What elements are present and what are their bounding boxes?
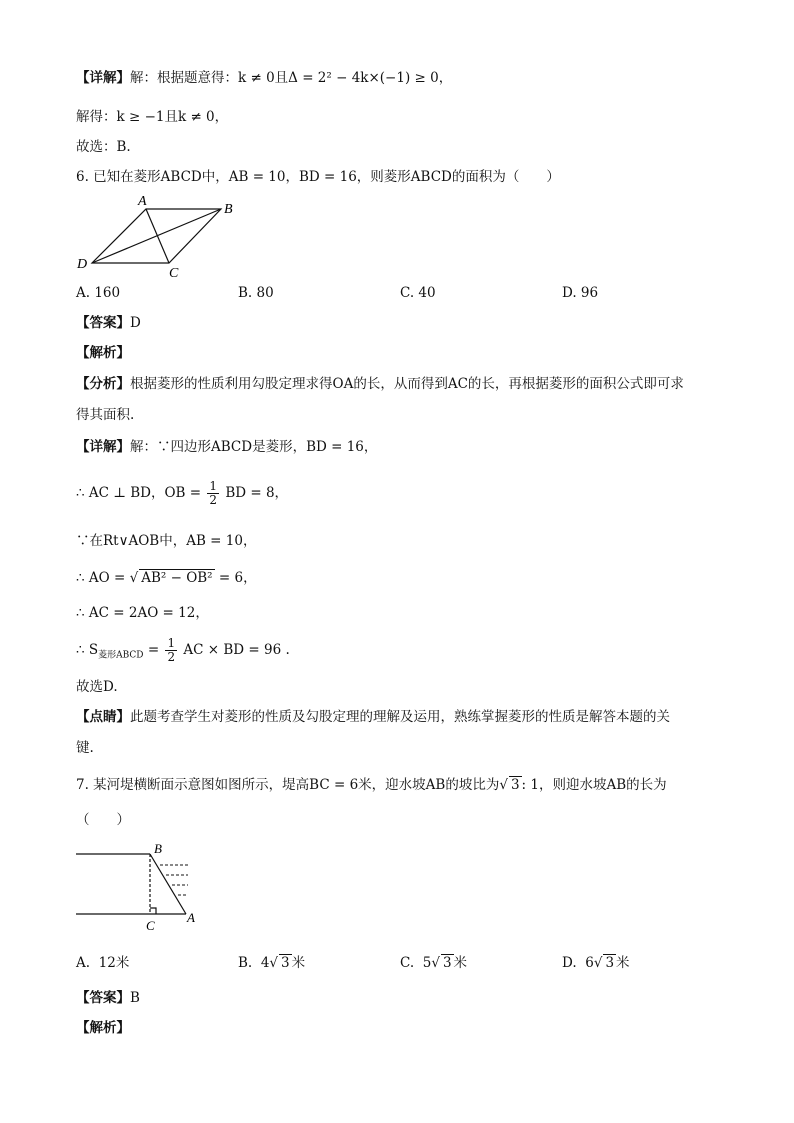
embankment-slope-ab	[150, 854, 186, 914]
q6-detail-text: 解：∵四边形ABCD是菱形，BD = 16，	[130, 439, 378, 455]
q6-step5	[76, 637, 290, 666]
q6-choice: 故选D.	[76, 679, 118, 695]
q7-option-c-unit: 米	[453, 955, 468, 971]
q6-step5-eq: =	[147, 642, 160, 658]
q6-step3-b: = 6，	[218, 570, 257, 586]
q6-option-d: D. 96	[562, 285, 599, 301]
q6-analysis-text: 根据菱形的性质利用勾股定理求得OA的长，从而得到AC的长，再根据菱形的面积公式即可求	[130, 376, 684, 392]
q7-option-d-unit: 米	[616, 955, 630, 971]
prev-detail-tag: 【详解】	[76, 70, 130, 86]
q7-option-b	[238, 953, 305, 973]
label-b: B	[224, 202, 233, 217]
q7-stem	[76, 775, 667, 795]
q7-option-d	[562, 953, 630, 973]
q6-step1-fraction	[207, 480, 219, 507]
q6-answer-tag: 【答案】	[76, 315, 130, 331]
q7-answer	[76, 988, 140, 1008]
q7-option-d-sqrt-sign: √	[593, 955, 603, 971]
q7-option-a-value: 12米	[98, 955, 130, 971]
q7-option-c-prefix: C.	[400, 955, 415, 971]
q7-embankment-figure	[74, 838, 214, 938]
q6-comment-tag: 【点睛】	[76, 709, 130, 725]
q7-option-b-radicand: 3	[281, 955, 290, 971]
q7-option-a-prefix: A.	[76, 955, 91, 971]
q7-option-c-sqrt-sign: √	[431, 955, 440, 971]
q6-step2: ∵在Rt∨AOB中，AB = 10，	[76, 533, 257, 549]
q6-step5-sub: 菱形ABCD	[98, 650, 144, 661]
q6-analysis-line2: 得其面积.	[76, 407, 135, 423]
q6-step5-a: ∴ S	[76, 642, 99, 658]
q6-step5-num: 1	[167, 636, 176, 650]
label-a: A	[187, 910, 195, 925]
q7-option-b-prefix: B.	[238, 955, 253, 971]
q6-step1-den: 2	[209, 493, 218, 507]
q6-option-a: A. 160	[76, 285, 121, 301]
q7-stem-a: 7. 某河堤横断面示意图如图所示，堤高BC = 6米，迎水坡AB的坡比为	[76, 777, 500, 793]
q7-option-d-coef: 6	[585, 955, 594, 971]
q6-step3	[76, 568, 257, 588]
q7-option-b-coef: 4	[260, 955, 270, 971]
q6-step3-sqrt-sign: √	[129, 570, 139, 586]
label-a: A	[138, 194, 147, 209]
q6-comment-line1	[76, 707, 670, 727]
q7-stem-radicand: 3	[510, 777, 520, 793]
prev-detail-text: 解：根据题意得：k ≠ 0且Δ = 2² − 4k×(−1) ≥ 0，	[130, 70, 453, 86]
q7-analysis-tag: 【解析】	[76, 1020, 130, 1036]
q7-option-d-radicand: 3	[605, 955, 615, 971]
q6-step1-num: 1	[209, 479, 218, 493]
q6-step3-radicand: AB² − OB²	[141, 570, 213, 586]
q7-option-d-prefix: D.	[562, 955, 577, 971]
q6-step5-b: AC × BD = 96 .	[183, 642, 290, 658]
label-c: C	[146, 918, 155, 933]
label-b: B	[154, 841, 162, 856]
q7-sqrt-sign: √	[499, 777, 508, 793]
q6-option-c: C. 40	[400, 285, 436, 301]
q7-option-b-sqrt-sign: √	[269, 955, 279, 971]
label-c: C	[169, 266, 179, 280]
q6-answer	[76, 313, 141, 333]
q6-rhombus-figure	[74, 190, 274, 280]
q6-detail-line1	[76, 437, 377, 457]
q7-answer-value: B	[130, 990, 140, 1006]
water-lines	[160, 865, 188, 895]
right-angle-mark	[150, 908, 156, 914]
q7-option-c-radicand: 3	[442, 955, 452, 971]
q7-stem-b: : 1，则迎水坡AB的长为	[521, 777, 667, 793]
prev-solve-line: 解得：k ≥ −1且k ≠ 0，	[76, 109, 229, 125]
diagonal-bd	[92, 209, 221, 263]
q6-analysis-head: 【分析】	[76, 376, 130, 392]
q6-detail-tag: 【详解】	[76, 439, 130, 455]
q6-stem: 6. 已知在菱形ABCD中，AB = 10，BD = 16，则菱形ABCD的面积为（ ）	[76, 169, 560, 185]
q6-step1	[76, 480, 288, 507]
q6-comment-text: 此题考查学生对菱形的性质及勾股定理的理解及运用，熟练掌握菱形的性质是解答本题的关	[130, 709, 670, 725]
q7-option-a	[76, 953, 129, 973]
label-d: D	[77, 257, 88, 272]
q7-option-b-unit: 米	[291, 955, 306, 971]
q7-option-c-coef: 5	[422, 955, 432, 971]
q6-step1-b: BD = 8，	[225, 485, 289, 501]
q7-option-c	[400, 953, 467, 973]
q7-answer-tag: 【答案】	[76, 990, 130, 1006]
q7-stem-paren: （ ）	[76, 812, 130, 828]
q6-step4: ∴ AC = 2AO = 12，	[76, 605, 209, 621]
q6-comment-line2: 键.	[76, 740, 94, 756]
prev-detail-line1	[76, 68, 452, 88]
q6-answer-value: D	[130, 315, 141, 331]
q6-analysis-tag: 【解析】	[76, 345, 130, 361]
q6-analysis-line1	[76, 374, 684, 394]
q6-step1-a: ∴ AC ⊥ BD，OB =	[76, 485, 202, 501]
q6-option-b: B. 80	[238, 285, 274, 301]
q6-step5-den: 2	[167, 650, 176, 664]
q6-step3-a: ∴ AO =	[76, 570, 126, 586]
prev-choice: 故选：B.	[76, 139, 131, 155]
q6-step5-fraction	[165, 637, 177, 664]
